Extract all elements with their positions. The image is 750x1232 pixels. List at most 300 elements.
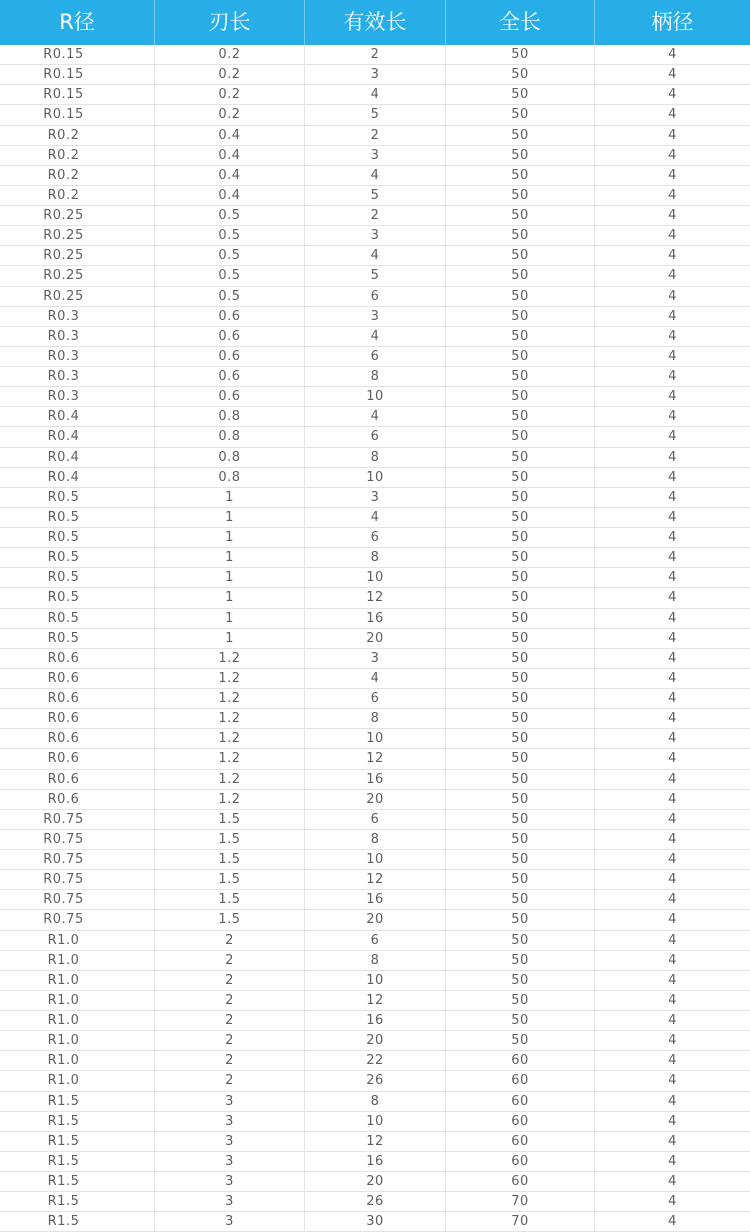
cell-overall-length: 50: [446, 528, 595, 548]
cell-radius: R1.5: [0, 1152, 155, 1172]
cell-radius: R0.5: [0, 488, 155, 508]
cell-effective-length: 8: [305, 1092, 446, 1112]
cell-radius: R0.4: [0, 407, 155, 427]
cell-radius: R0.3: [0, 347, 155, 367]
cell-overall-length: 50: [446, 347, 595, 367]
cell-radius: R1.5: [0, 1212, 155, 1232]
cell-overall-length: 50: [446, 387, 595, 407]
table-row: [0, 246, 750, 266]
cell-shank-diameter: 4: [595, 548, 750, 568]
cell-shank-diameter: 4: [595, 649, 750, 669]
table-row: [0, 910, 750, 930]
cell-overall-length: 70: [446, 1212, 595, 1232]
table-row: [0, 1031, 750, 1051]
cell-shank-diameter: 4: [595, 488, 750, 508]
cell-shank-diameter: 4: [595, 226, 750, 246]
cell-blade-length: 1.2: [155, 770, 305, 790]
cell-effective-length: 4: [305, 85, 446, 105]
cell-radius: R0.15: [0, 85, 155, 105]
cell-effective-length: 3: [305, 226, 446, 246]
cell-overall-length: 50: [446, 669, 595, 689]
header-shank-diameter: 柄径: [651, 10, 694, 34]
cell-effective-length: 10: [305, 971, 446, 991]
cell-shank-diameter: 4: [595, 186, 750, 206]
cell-shank-diameter: 4: [595, 850, 750, 870]
cell-blade-length: 2: [155, 971, 305, 991]
cell-overall-length: 50: [446, 448, 595, 468]
cell-shank-diameter: 4: [595, 609, 750, 629]
table-row: [0, 508, 750, 528]
cell-blade-length: 1.2: [155, 729, 305, 749]
cell-shank-diameter: 4: [595, 468, 750, 488]
cell-blade-length: 1.2: [155, 749, 305, 769]
cell-blade-length: 1: [155, 548, 305, 568]
cell-effective-length: 2: [305, 126, 446, 146]
cell-radius: R0.2: [0, 166, 155, 186]
cell-overall-length: 50: [446, 810, 595, 830]
cell-radius: R0.4: [0, 427, 155, 447]
cell-blade-length: 1: [155, 609, 305, 629]
table-row: [0, 770, 750, 790]
table-row: [0, 890, 750, 910]
cell-radius: R0.6: [0, 729, 155, 749]
cell-radius: R1.0: [0, 971, 155, 991]
cell-shank-diameter: 4: [595, 1172, 750, 1192]
cell-blade-length: 0.4: [155, 146, 305, 166]
header-effective-length: 有效长: [305, 0, 446, 45]
cell-blade-length: 1.2: [155, 790, 305, 810]
table-row: [0, 1152, 750, 1172]
cell-radius: R0.6: [0, 770, 155, 790]
cell-overall-length: 50: [446, 629, 595, 649]
cell-radius: R1.0: [0, 931, 155, 951]
cell-overall-length: 50: [446, 427, 595, 447]
cell-shank-diameter: 4: [595, 1051, 750, 1071]
cell-effective-length: 3: [305, 307, 446, 327]
cell-shank-diameter: 4: [595, 508, 750, 528]
cell-overall-length: 50: [446, 588, 595, 608]
cell-effective-length: 20: [305, 790, 446, 810]
table-row: [0, 387, 750, 407]
table-row: [0, 367, 750, 387]
cell-effective-length: 8: [305, 951, 446, 971]
cell-effective-length: 22: [305, 1051, 446, 1071]
cell-shank-diameter: 4: [595, 448, 750, 468]
cell-blade-length: 0.8: [155, 427, 305, 447]
cell-shank-diameter: 4: [595, 931, 750, 951]
cell-effective-length: 3: [305, 488, 446, 508]
cell-radius: R0.6: [0, 790, 155, 810]
cell-effective-length: 16: [305, 890, 446, 910]
cell-blade-length: 0.2: [155, 85, 305, 105]
table-row: [0, 609, 750, 629]
cell-effective-length: 30: [305, 1212, 446, 1232]
cell-overall-length: 60: [446, 1071, 595, 1091]
table-header: [0, 0, 750, 45]
cell-overall-length: 50: [446, 709, 595, 729]
cell-effective-length: 12: [305, 588, 446, 608]
cell-overall-length: 70: [446, 1192, 595, 1212]
cell-effective-length: 8: [305, 448, 446, 468]
cell-shank-diameter: 4: [595, 870, 750, 890]
table-row: [0, 729, 750, 749]
cell-radius: R0.4: [0, 468, 155, 488]
cell-shank-diameter: 4: [595, 206, 750, 226]
cell-shank-diameter: 4: [595, 1031, 750, 1051]
cell-overall-length: 50: [446, 729, 595, 749]
cell-shank-diameter: 4: [595, 810, 750, 830]
cell-shank-diameter: 4: [595, 568, 750, 588]
cell-blade-length: 0.2: [155, 45, 305, 65]
cell-overall-length: 60: [446, 1051, 595, 1071]
cell-radius: R1.0: [0, 991, 155, 1011]
table-row: [0, 1112, 750, 1132]
table-row: [0, 186, 750, 206]
cell-radius: R0.6: [0, 689, 155, 709]
cell-radius: R0.6: [0, 709, 155, 729]
table-row: [0, 1172, 750, 1192]
table-row: [0, 327, 750, 347]
cell-effective-length: 10: [305, 387, 446, 407]
cell-effective-length: 6: [305, 287, 446, 307]
cell-overall-length: 50: [446, 45, 595, 65]
cell-overall-length: 50: [446, 830, 595, 850]
cell-blade-length: 0.5: [155, 226, 305, 246]
cell-shank-diameter: 4: [595, 1112, 750, 1132]
cell-shank-diameter: 4: [595, 770, 750, 790]
cell-overall-length: 50: [446, 226, 595, 246]
cell-overall-length: 50: [446, 568, 595, 588]
cell-overall-length: 50: [446, 307, 595, 327]
cell-radius: R1.5: [0, 1092, 155, 1112]
cell-effective-length: 26: [305, 1071, 446, 1091]
table-row: [0, 850, 750, 870]
cell-blade-length: 2: [155, 991, 305, 1011]
cell-blade-length: 3: [155, 1132, 305, 1152]
cell-shank-diameter: 4: [595, 307, 750, 327]
cell-radius: R0.6: [0, 649, 155, 669]
cell-blade-length: 0.8: [155, 448, 305, 468]
cell-blade-length: 0.6: [155, 387, 305, 407]
table-row: [0, 266, 750, 286]
cell-overall-length: 50: [446, 991, 595, 1011]
table-row: [0, 971, 750, 991]
table-row: [0, 226, 750, 246]
cell-shank-diameter: 4: [595, 85, 750, 105]
cell-overall-length: 60: [446, 1112, 595, 1132]
cell-shank-diameter: 4: [595, 1192, 750, 1212]
cell-blade-length: 1.5: [155, 810, 305, 830]
cell-blade-length: 0.6: [155, 367, 305, 387]
table-row: [0, 870, 750, 890]
cell-overall-length: 50: [446, 649, 595, 669]
cell-radius: R0.2: [0, 186, 155, 206]
table-row: [0, 629, 750, 649]
cell-radius: R0.75: [0, 850, 155, 870]
table-row: [0, 206, 750, 226]
cell-overall-length: 50: [446, 246, 595, 266]
cell-effective-length: 10: [305, 568, 446, 588]
cell-blade-length: 2: [155, 951, 305, 971]
cell-blade-length: 0.5: [155, 246, 305, 266]
cell-effective-length: 2: [305, 206, 446, 226]
cell-overall-length: 50: [446, 548, 595, 568]
cell-radius: R0.3: [0, 387, 155, 407]
cell-overall-length: 50: [446, 1011, 595, 1031]
table-row: [0, 649, 750, 669]
cell-shank-diameter: 4: [595, 287, 750, 307]
cell-radius: R0.15: [0, 45, 155, 65]
cell-overall-length: 50: [446, 870, 595, 890]
cell-radius: R0.4: [0, 448, 155, 468]
cell-blade-length: 0.6: [155, 307, 305, 327]
cell-radius: R0.15: [0, 65, 155, 85]
cell-overall-length: 50: [446, 266, 595, 286]
cell-overall-length: 50: [446, 206, 595, 226]
cell-effective-length: 20: [305, 910, 446, 930]
table-row: [0, 689, 750, 709]
cell-overall-length: 50: [446, 951, 595, 971]
cell-shank-diameter: 4: [595, 1092, 750, 1112]
table-row: [0, 1051, 750, 1071]
cell-blade-length: 1: [155, 508, 305, 528]
cell-shank-diameter: 4: [595, 830, 750, 850]
cell-radius: R0.15: [0, 105, 155, 125]
cell-radius: R0.3: [0, 367, 155, 387]
cell-radius: R1.0: [0, 1071, 155, 1091]
cell-radius: R0.5: [0, 528, 155, 548]
cell-radius: R0.5: [0, 629, 155, 649]
cell-radius: R0.2: [0, 146, 155, 166]
cell-blade-length: 1: [155, 528, 305, 548]
cell-shank-diameter: 4: [595, 749, 750, 769]
cell-shank-diameter: 4: [595, 890, 750, 910]
cell-shank-diameter: 4: [595, 105, 750, 125]
header-blade-length: 刃长: [155, 0, 305, 45]
cell-blade-length: 0.8: [155, 468, 305, 488]
table-row: [0, 45, 750, 65]
cell-overall-length: 60: [446, 1152, 595, 1172]
table-row: [0, 991, 750, 1011]
cell-radius: R0.75: [0, 810, 155, 830]
cell-blade-length: 1.5: [155, 830, 305, 850]
cell-effective-length: 6: [305, 427, 446, 447]
cell-radius: R0.25: [0, 266, 155, 286]
cell-blade-length: 2: [155, 1071, 305, 1091]
cell-overall-length: 50: [446, 105, 595, 125]
cell-blade-length: 1.5: [155, 890, 305, 910]
cell-overall-length: 50: [446, 468, 595, 488]
cell-shank-diameter: 4: [595, 991, 750, 1011]
cell-shank-diameter: 4: [595, 1152, 750, 1172]
cell-overall-length: 50: [446, 85, 595, 105]
cell-effective-length: 16: [305, 770, 446, 790]
cell-effective-length: 20: [305, 1031, 446, 1051]
cell-effective-length: 20: [305, 629, 446, 649]
table-row: [0, 468, 750, 488]
cell-overall-length: 50: [446, 770, 595, 790]
table-row: [0, 1192, 750, 1212]
cell-effective-length: 6: [305, 931, 446, 951]
cell-effective-length: 12: [305, 1132, 446, 1152]
cell-blade-length: 1.2: [155, 709, 305, 729]
cell-radius: R0.3: [0, 307, 155, 327]
table-row: [0, 709, 750, 729]
cell-shank-diameter: 4: [595, 387, 750, 407]
table-row: [0, 427, 750, 447]
cell-shank-diameter: 4: [595, 910, 750, 930]
cell-effective-length: 26: [305, 1192, 446, 1212]
table-row: [0, 548, 750, 568]
cell-radius: R1.5: [0, 1172, 155, 1192]
cell-blade-length: 0.5: [155, 287, 305, 307]
cell-radius: R0.25: [0, 287, 155, 307]
table-row: [0, 488, 750, 508]
cell-blade-length: 0.4: [155, 186, 305, 206]
cell-blade-length: 0.6: [155, 327, 305, 347]
cell-overall-length: 60: [446, 1172, 595, 1192]
cell-effective-length: 4: [305, 166, 446, 186]
cell-radius: R0.75: [0, 890, 155, 910]
cell-radius: R0.75: [0, 870, 155, 890]
cell-effective-length: 4: [305, 246, 446, 266]
cell-shank-diameter: 4: [595, 1132, 750, 1152]
cell-effective-length: 3: [305, 649, 446, 669]
cell-shank-diameter: 4: [595, 266, 750, 286]
cell-shank-diameter: 4: [595, 427, 750, 447]
cell-effective-length: 6: [305, 689, 446, 709]
cell-radius: R0.2: [0, 126, 155, 146]
cell-radius: R0.5: [0, 548, 155, 568]
cell-radius: R1.5: [0, 1112, 155, 1132]
cell-blade-length: 2: [155, 931, 305, 951]
cell-effective-length: 10: [305, 1112, 446, 1132]
table-row: [0, 126, 750, 146]
cell-effective-length: 12: [305, 991, 446, 1011]
cell-shank-diameter: 4: [595, 528, 750, 548]
cell-blade-length: 3: [155, 1172, 305, 1192]
table-row: [0, 810, 750, 830]
table-row: [0, 1212, 750, 1232]
table-row: [0, 669, 750, 689]
cell-radius: R1.0: [0, 1011, 155, 1031]
cell-overall-length: 50: [446, 146, 595, 166]
cell-shank-diameter: 4: [595, 126, 750, 146]
cell-blade-length: 1: [155, 488, 305, 508]
table-row: [0, 1092, 750, 1112]
cell-shank-diameter: 4: [595, 588, 750, 608]
cell-blade-length: 3: [155, 1092, 305, 1112]
cell-blade-length: 0.4: [155, 126, 305, 146]
cell-shank-diameter: 4: [595, 45, 750, 65]
cell-radius: R0.5: [0, 508, 155, 528]
cell-effective-length: 3: [305, 146, 446, 166]
cell-effective-length: 10: [305, 850, 446, 870]
cell-blade-length: 3: [155, 1152, 305, 1172]
cell-blade-length: 1.2: [155, 649, 305, 669]
cell-effective-length: 5: [305, 105, 446, 125]
cell-shank-diameter: 4: [595, 971, 750, 991]
cell-effective-length: 8: [305, 709, 446, 729]
table-row: [0, 1011, 750, 1031]
cell-radius: R0.5: [0, 609, 155, 629]
cell-effective-length: 16: [305, 609, 446, 629]
cell-overall-length: 50: [446, 508, 595, 528]
table-row: [0, 830, 750, 850]
cell-shank-diameter: 4: [595, 1212, 750, 1232]
cell-effective-length: 8: [305, 548, 446, 568]
cell-overall-length: 50: [446, 609, 595, 629]
cell-radius: R1.0: [0, 951, 155, 971]
cell-blade-length: 1: [155, 568, 305, 588]
cell-shank-diameter: 4: [595, 729, 750, 749]
table-row: [0, 166, 750, 186]
cell-shank-diameter: 4: [595, 709, 750, 729]
table-row: [0, 307, 750, 327]
cell-overall-length: 50: [446, 367, 595, 387]
cell-radius: R0.25: [0, 206, 155, 226]
cell-blade-length: 2: [155, 1011, 305, 1031]
cell-blade-length: 0.8: [155, 407, 305, 427]
cell-blade-length: 0.5: [155, 266, 305, 286]
cell-effective-length: 4: [305, 669, 446, 689]
cell-shank-diameter: 4: [595, 669, 750, 689]
cell-shank-diameter: 4: [595, 347, 750, 367]
cell-overall-length: 50: [446, 790, 595, 810]
cell-effective-length: 6: [305, 810, 446, 830]
table-row: [0, 347, 750, 367]
cell-effective-length: 2: [305, 45, 446, 65]
cell-radius: R0.5: [0, 568, 155, 588]
cell-shank-diameter: 4: [595, 327, 750, 347]
cell-shank-diameter: 4: [595, 146, 750, 166]
cell-radius: R0.25: [0, 246, 155, 266]
table-body: [0, 45, 750, 1232]
cell-effective-length: 8: [305, 367, 446, 387]
cell-effective-length: 4: [305, 327, 446, 347]
cell-effective-length: 12: [305, 749, 446, 769]
cell-radius: R1.5: [0, 1132, 155, 1152]
table-row: [0, 287, 750, 307]
table-row: [0, 146, 750, 166]
cell-effective-length: 4: [305, 407, 446, 427]
cell-overall-length: 50: [446, 488, 595, 508]
table-row: [0, 931, 750, 951]
cell-radius: R0.75: [0, 910, 155, 930]
cell-effective-length: 3: [305, 65, 446, 85]
cell-effective-length: 16: [305, 1011, 446, 1031]
table-row: [0, 1132, 750, 1152]
table-row: [0, 568, 750, 588]
table-row: [0, 528, 750, 548]
cell-blade-length: 0.5: [155, 206, 305, 226]
cell-radius: R0.6: [0, 669, 155, 689]
cell-overall-length: 50: [446, 287, 595, 307]
cell-blade-length: 2: [155, 1051, 305, 1071]
cell-effective-length: 6: [305, 347, 446, 367]
table-row: [0, 749, 750, 769]
cell-blade-length: 3: [155, 1212, 305, 1232]
cell-radius: R0.75: [0, 830, 155, 850]
cell-blade-length: 0.6: [155, 347, 305, 367]
cell-shank-diameter: 4: [595, 1071, 750, 1091]
cell-radius: R1.0: [0, 1051, 155, 1071]
cell-effective-length: 6: [305, 528, 446, 548]
cell-overall-length: 50: [446, 65, 595, 85]
cell-radius: R0.3: [0, 327, 155, 347]
cell-radius: R1.5: [0, 1192, 155, 1212]
cell-overall-length: 50: [446, 749, 595, 769]
